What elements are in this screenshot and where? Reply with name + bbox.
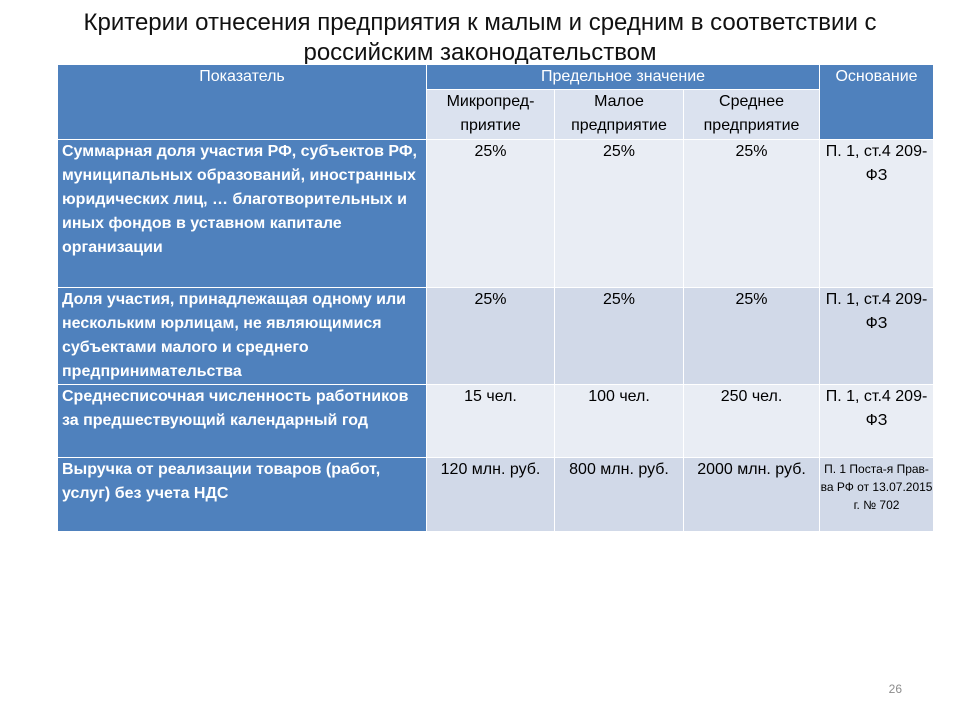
slide-title: Критерии отнесения предприятия к малым и средним в соответствии с российским законодательством — [83, 9, 877, 64]
cell-basis: П. 1, ст.4 209-ФЗ — [820, 288, 934, 385]
row-label: Суммарная доля участия РФ, субъектов РФ, муниципальных образований, иностранных юридических лиц, … благотворительных и иных фондов в уставном капитале организации — [58, 140, 427, 288]
cell-medium: 2000 млн. руб. — [684, 458, 820, 532]
cell-basis: П. 1, ст.4 209-ФЗ — [820, 385, 934, 458]
cell-medium: 250 чел. — [684, 385, 820, 458]
header-limit-value: Предельное значение — [427, 65, 820, 90]
table-row — [58, 288, 934, 385]
row-label: Выручка от реализации товаров (работ, услуг) без учета НДС — [58, 458, 427, 532]
header-basis: Основание — [820, 65, 934, 140]
cell-small: 800 млн. руб. — [555, 458, 684, 532]
cell-small: 25% — [555, 288, 684, 385]
row-label: Доля участия, принадлежащая одному или нескольким юрлицам, не являющимися субъектами малого и среднего предпринимательства — [58, 288, 427, 385]
cell-basis: П. 1, ст.4 209-ФЗ — [820, 140, 934, 288]
table-row — [58, 458, 934, 532]
cell-micro: 120 млн. руб. — [427, 458, 555, 532]
cell-small: 100 чел. — [555, 385, 684, 458]
cell-basis: П. 1 Поста-я Прав-ва РФ от 13.07.2015 г. № 702 — [820, 458, 934, 532]
cell-medium: 25% — [684, 288, 820, 385]
header-small: Малое предприятие — [555, 90, 684, 140]
cell-medium: 25% — [684, 140, 820, 288]
criteria-table — [57, 64, 934, 532]
cell-micro: 25% — [427, 288, 555, 385]
header-indicator: Показатель — [58, 65, 427, 140]
table-row — [58, 385, 934, 458]
cell-micro: 25% — [427, 140, 555, 288]
table-row — [58, 140, 934, 288]
header-micro: Микропред-приятие — [427, 90, 555, 140]
row-label: Среднесписочная численность работников за предшествующий календарный год — [58, 385, 427, 458]
cell-micro: 15 чел. — [427, 385, 555, 458]
page-number: 26 — [888, 682, 902, 696]
header-medium: Среднее предприятие — [684, 90, 820, 140]
cell-small: 25% — [555, 140, 684, 288]
